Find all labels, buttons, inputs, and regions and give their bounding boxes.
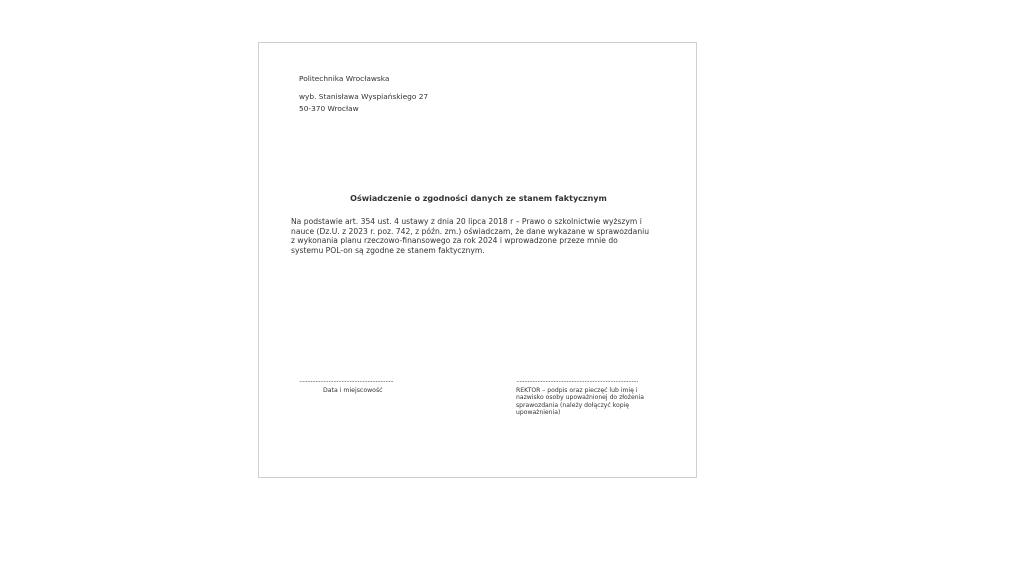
institution-street: wyb. Stanisława Wyspiańskiego 27	[299, 92, 429, 101]
rector-caption-line: sprawozdania (należy dołączyć kopię	[516, 401, 630, 409]
statement-body-line: systemu POL-on są zgodne ze stanem faktycznym.	[291, 245, 485, 255]
date-place-signature-line: ..........................................................	[299, 376, 394, 384]
statement-body	[291, 217, 671, 255]
institution-city: 50-370 Wrocław	[299, 104, 359, 113]
institution-name: Politechnika Wrocławska	[299, 74, 390, 83]
rector-signature-line: ...........................................................................	[516, 376, 638, 384]
date-place-caption: Data i miejscowość	[323, 387, 383, 394]
statement-title: Oświadczenie o zgodności danych ze stanem faktycznym	[350, 194, 607, 203]
statement-body-line: nauce (Dz.U. z 2023 r. poz. 742, z późn. zm.) oświadczam, że dane wykazane w sprawozdaniu	[291, 226, 650, 236]
statement-body-line: z wykonania planu rzeczowo-finansowego za rok 2024 i wprowadzone przeze mnie do	[291, 236, 618, 246]
rector-caption-line: REKTOR – podpis oraz pieczęć lub imię i	[516, 387, 638, 394]
rector-signature-caption	[516, 387, 651, 416]
statement-body-line: Na podstawie art. 354 ust. 4 ustawy z dnia 20 lipca 2018 r – Prawo o szkolnictwie wyższym i	[291, 217, 642, 226]
rector-caption-line: nazwisko osoby upoważnionej do złożenia	[516, 394, 644, 402]
document-page	[258, 42, 697, 478]
rector-caption-line: upoważnienia)	[516, 408, 561, 416]
